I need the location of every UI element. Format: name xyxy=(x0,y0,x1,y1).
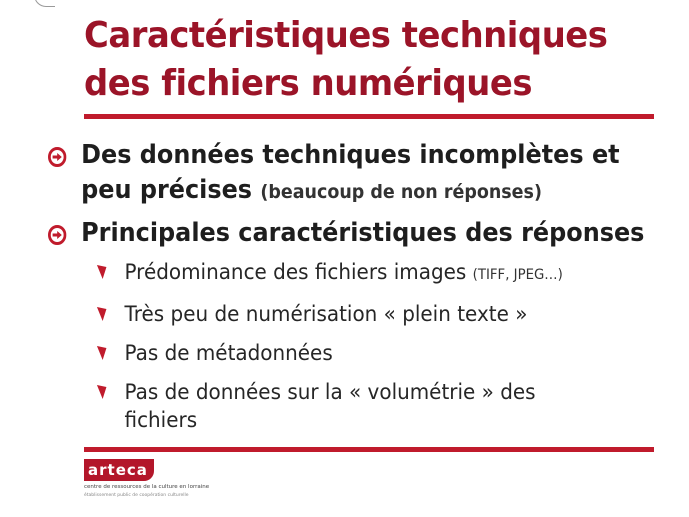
bullet-item xyxy=(48,138,688,210)
sub-bullet-text-line-1: Pas de données sur la « volumétrie » des xyxy=(124,380,536,404)
sub-bullet-text: Très peu de numérisation « plein texte » xyxy=(124,302,528,326)
bullet-text-note: (beaucoup de non réponses) xyxy=(260,181,542,203)
wedge-bullet-icon xyxy=(96,306,107,322)
sub-bullet-text: Pas de métadonnées xyxy=(124,341,333,365)
logo-subtagline: établissement public de coopération culturelle xyxy=(84,493,189,498)
bullet-item xyxy=(48,216,688,251)
logo-badge xyxy=(84,459,154,481)
title-divider xyxy=(84,114,654,119)
wedge-bullet-icon xyxy=(96,345,107,361)
circular-arrow-bullet-icon xyxy=(48,147,66,167)
bullet-text: Principales caractéristiques des réponses xyxy=(81,218,645,248)
title-line-2: des fichiers numériques xyxy=(84,63,533,104)
sub-bullet-item xyxy=(96,258,676,289)
title-line-1: Caractéristiques techniques xyxy=(84,15,608,56)
sub-bullet-item xyxy=(96,300,676,328)
sub-bullet-item xyxy=(96,378,676,434)
sub-bullet-list xyxy=(96,258,656,445)
sub-bullet-item xyxy=(96,339,676,367)
slide-title xyxy=(84,12,629,108)
circular-arrow-bullet-icon xyxy=(48,225,66,245)
wedge-bullet-icon xyxy=(96,384,107,400)
corner-decoration xyxy=(34,0,55,7)
logo-wordmark: arteca xyxy=(88,461,148,479)
bullet-list xyxy=(48,138,668,251)
bullet-text-line-2 xyxy=(81,173,688,210)
footer-divider xyxy=(84,447,654,452)
arteca-logo xyxy=(84,459,214,503)
sub-bullet-text-line-2: fichiers xyxy=(124,408,198,432)
logo-tagline: centre de ressources de la culture en lorraine xyxy=(84,484,210,490)
bullet-text-continued: peu précises xyxy=(81,175,253,205)
sub-bullet-text: Prédominance des fichiers images xyxy=(124,260,467,284)
sub-bullet-note: (TIFF, JPEG…) xyxy=(472,267,563,283)
bullet-text-line-1: Des données techniques incomplètes et xyxy=(81,140,620,170)
wedge-bullet-icon xyxy=(96,264,107,280)
